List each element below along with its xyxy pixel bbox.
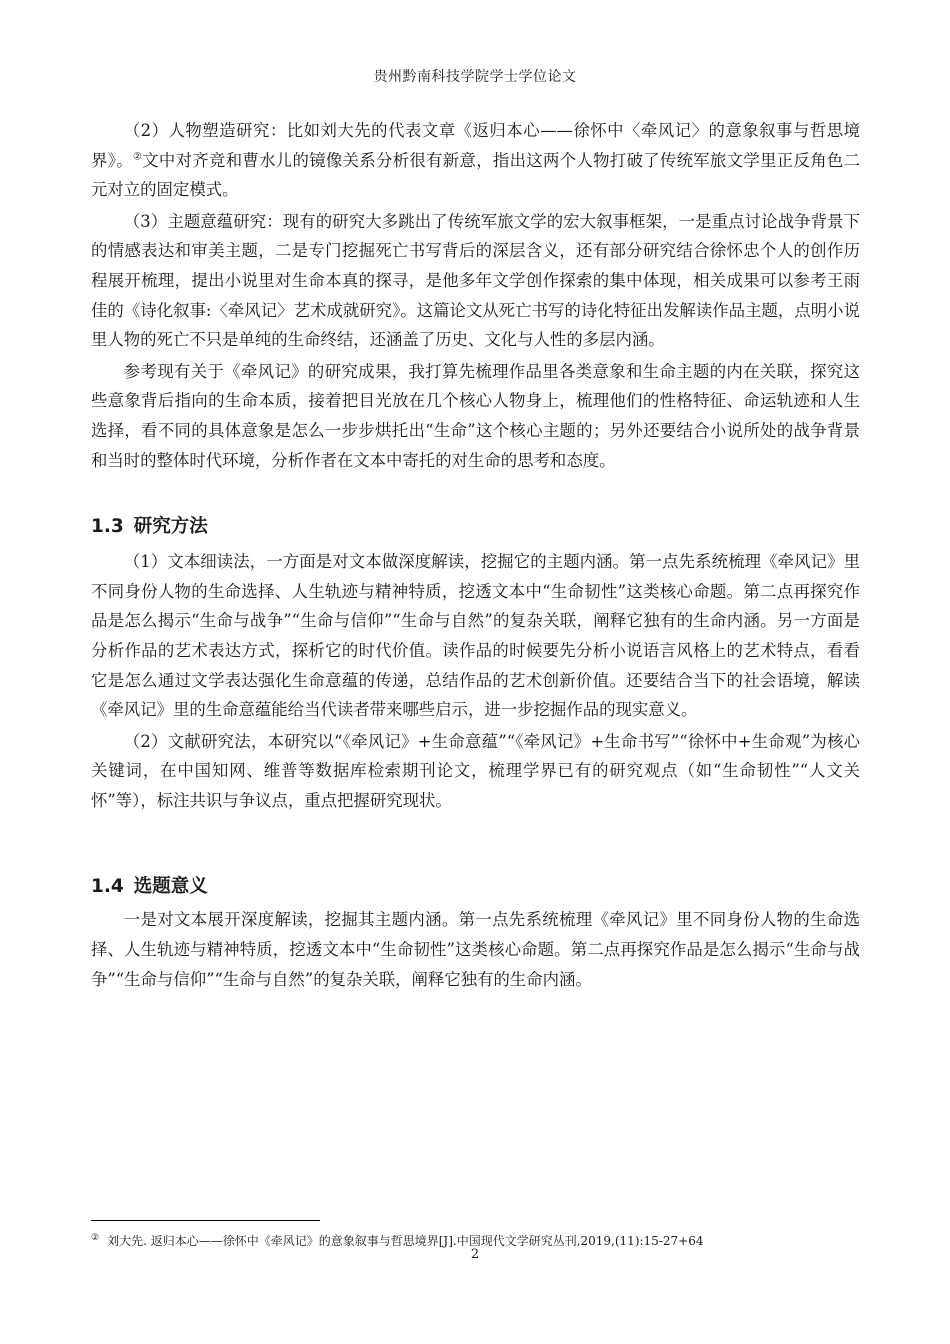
- page-number: 2: [470, 1247, 480, 1262]
- running-header: 贵州黔南科技学院学士学位论文: [373, 69, 577, 85]
- section-heading-significance: [91, 873, 860, 901]
- paragraph-literature-research: （2）文献研究法，本研究以“《牵风记》+生命意蕴”“《牵风记》+生命书写”“徐怀中+生命观”为核心关键词，在中国知网、维普等数据库检索期刊论文，梳理学界已有的研究观点（如“生命韧性”“人文关怀”等），标注共识与争议点，重点把握研究现状。: [91, 731, 860, 810]
- section-number: 1.4: [91, 876, 124, 898]
- section-heading-methods: [91, 513, 860, 541]
- paragraph-research-plan: 参考现有关于《牵风记》的研究成果，我打算先梳理作品里各类意象和生命主题的内在关联，探究这些意象背后指向的生命本质，接着把目光放在几个核心人物身上，梳理他们的性格特征、命运轨迹和人生选择，看不同的具体意象是怎么一步步烘托出“生命”这个核心主题的；另外还要结合小说所处的战争背景和当时的整体时代环境，分析作者在文本中寄托的对生命的思考和态度。: [91, 361, 860, 470]
- paragraph-text: （2）人物塑造研究：比如刘大先的代表文章《返归本心——徐怀中〈牵风记〉的意象叙事与哲思境界》。: [91, 121, 860, 170]
- footnote-text: 刘大先. 返归本心——徐怀中《牵风记》的意象叙事与哲思境界[J].中国现代文学研究丛刊,2019,(11):15-27+64: [107, 1234, 704, 1248]
- paragraph-character-research: [91, 116, 860, 205]
- paragraph-text: 文中对齐竞和曹水儿的镜像关系分析很有新意，指出这两个人物打破了传统军旅文学里正反角色二元对立的固定模式。: [91, 150, 860, 200]
- footnote-divider: [91, 1220, 320, 1221]
- paragraph-significance: 一是对文本展开深度解读，挖掘其主题内涵。第一点先系统梳理《牵风记》里不同身份人物的生命选择、人生轨迹与精神特质，挖透文本中“生命韧性”这类核心命题。第二点再探究作品是怎么揭示“生命与战争”“生命与信仰”“生命与自然”的复杂关联，阐释它独有的生命内涵。: [91, 910, 860, 989]
- body-text: [91, 116, 860, 994]
- paragraph-theme-research: （3）主题意蕴研究：现有的研究大多跳出了传统军旅文学的宏大叙事框架，一是重点讨论战争背景下的情感表达和审美主题，二是专门挖掘死亡书写背后的深层含义，还有部分研究结合徐怀忠个人的创作历程展开梳理，提出小说里对生命本真的探寻，是他多年文学创作探索的集中体现，相关成果可以参考王雨佳的《诗化叙事:〈牵风记〉艺术成就研究》。这篇论文从死亡书写的诗化特征出发解读作品主题，点明小说里人物的死亡不只是单纯的生命终结，还涵盖了历史、文化与人性的多层内涵。: [91, 211, 860, 350]
- section-title: 选题意义: [133, 876, 208, 898]
- footnote-mark: ②: [91, 1233, 100, 1243]
- section-title: 研究方法: [133, 516, 208, 538]
- section-number: 1.3: [91, 516, 124, 538]
- footnote-reference[interactable]: ②: [132, 151, 143, 163]
- paragraph-close-reading: （1）文本细读法，一方面是对文本做深度解读，挖掘它的主题内涵。第一点先系统梳理《牵风记》里不同身份人物的生命选择、人生轨迹与精神特质，挖透文本中“生命韧性”这类核心命题。第二点再探究作品是怎么揭示“生命与战争”“生命与信仰”“生命与自然”的复杂关联，阐释它独有的生命内涵。另一方面是分析作品的艺术表达方式，探析它的时代价值。读作品的时候要先分析小说语言风格上的艺术特点，看看它是怎么通过文学表达强化生命意蕴的传递，总结作品的艺术创新价值。还要结合当下的社会语境，解读《牵风记》里的生命意蕴能给当代读者带来哪些启示，进一步挖掘作品的现实意义。: [91, 552, 860, 720]
